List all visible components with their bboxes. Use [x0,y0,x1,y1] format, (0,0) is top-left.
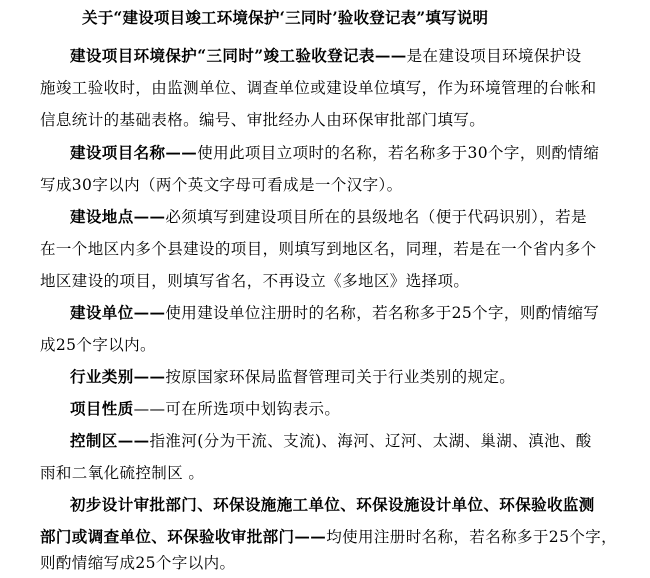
term-label: 行业类别—— [70,367,166,386]
paragraph-line: 成25个字以内。 [40,336,156,354]
paragraph-line: 在一个地区内多个县建设的项目，则填写到地区名，同理，若是在一个省内多个 [40,240,597,258]
paragraph-line: 信息统计的基础表格。编号、审批经办人由环保审批部门填写。 [40,111,486,129]
paragraph-line [70,367,515,387]
term-label: 控制区—— [70,431,150,450]
paragraph-line [70,46,582,66]
paragraph-line: 则酌情缩写成25个字以内。 [40,554,236,572]
term-text: 均使用注册时名称，若名称多于25个字， [326,528,618,546]
term-label: 项目性质 [70,399,134,418]
term-text: 是在建设项目环境保护设 [406,47,582,65]
paragraph-line: 地区建设的项目，则填写省名，不再设立《多地区》选择项。 [40,272,470,290]
paragraph-line [40,527,617,547]
term-label: 部门或调查单位、环保验收审批部门—— [40,527,327,546]
paragraph-line: 写成30字以内（两个英文字母可看成是一个汉字）。 [40,176,403,194]
term-label: 建设项目环境保护“三同时”竣工验收登记表—— [70,46,407,65]
term-label: 建设地点—— [70,207,166,226]
paragraph-line [70,143,599,163]
paragraph-line [70,207,587,227]
term-text: ——可在所选项中划钩表示。 [133,400,341,418]
paragraph-line: 初步设计审批部门、环保设施施工单位、环保设施设计单位、环保验收监测 [70,495,595,514]
term-label: 建设单位—— [70,303,166,322]
term-label: 建设项目名称—— [70,143,198,162]
paragraph-line [70,303,599,323]
term-text: 按原国家环保局监督管理司关于行业类别的规定。 [165,368,516,386]
paragraph-line: 雨和二氧化硫控制区 。 [40,464,205,482]
paragraph-line [70,431,592,451]
term-text: 使用建设单位注册时的名称，若名称多于25个字，则酌情缩写 [165,304,600,322]
term-text: 指淮河(分为干流、支流)、海河、辽河、太湖、巢湖、滇池、酸 [149,432,592,450]
term-text: 必须填写到建设项目所在的县级地名（便于代码识别），若是 [165,208,587,226]
paragraph-line: 施竣工验收时，由监测单位、调查单位或建设单位填写，作为环境管理的台帐和 [40,79,597,97]
document-title: 关于“建设项目竣工环境保护‘三同时’验收登记表”填写说明 [82,8,489,27]
term-text: 使用此项目立项时的名称，若名称多于30个字，则酌情缩 [197,144,600,162]
paragraph-line [70,399,340,419]
